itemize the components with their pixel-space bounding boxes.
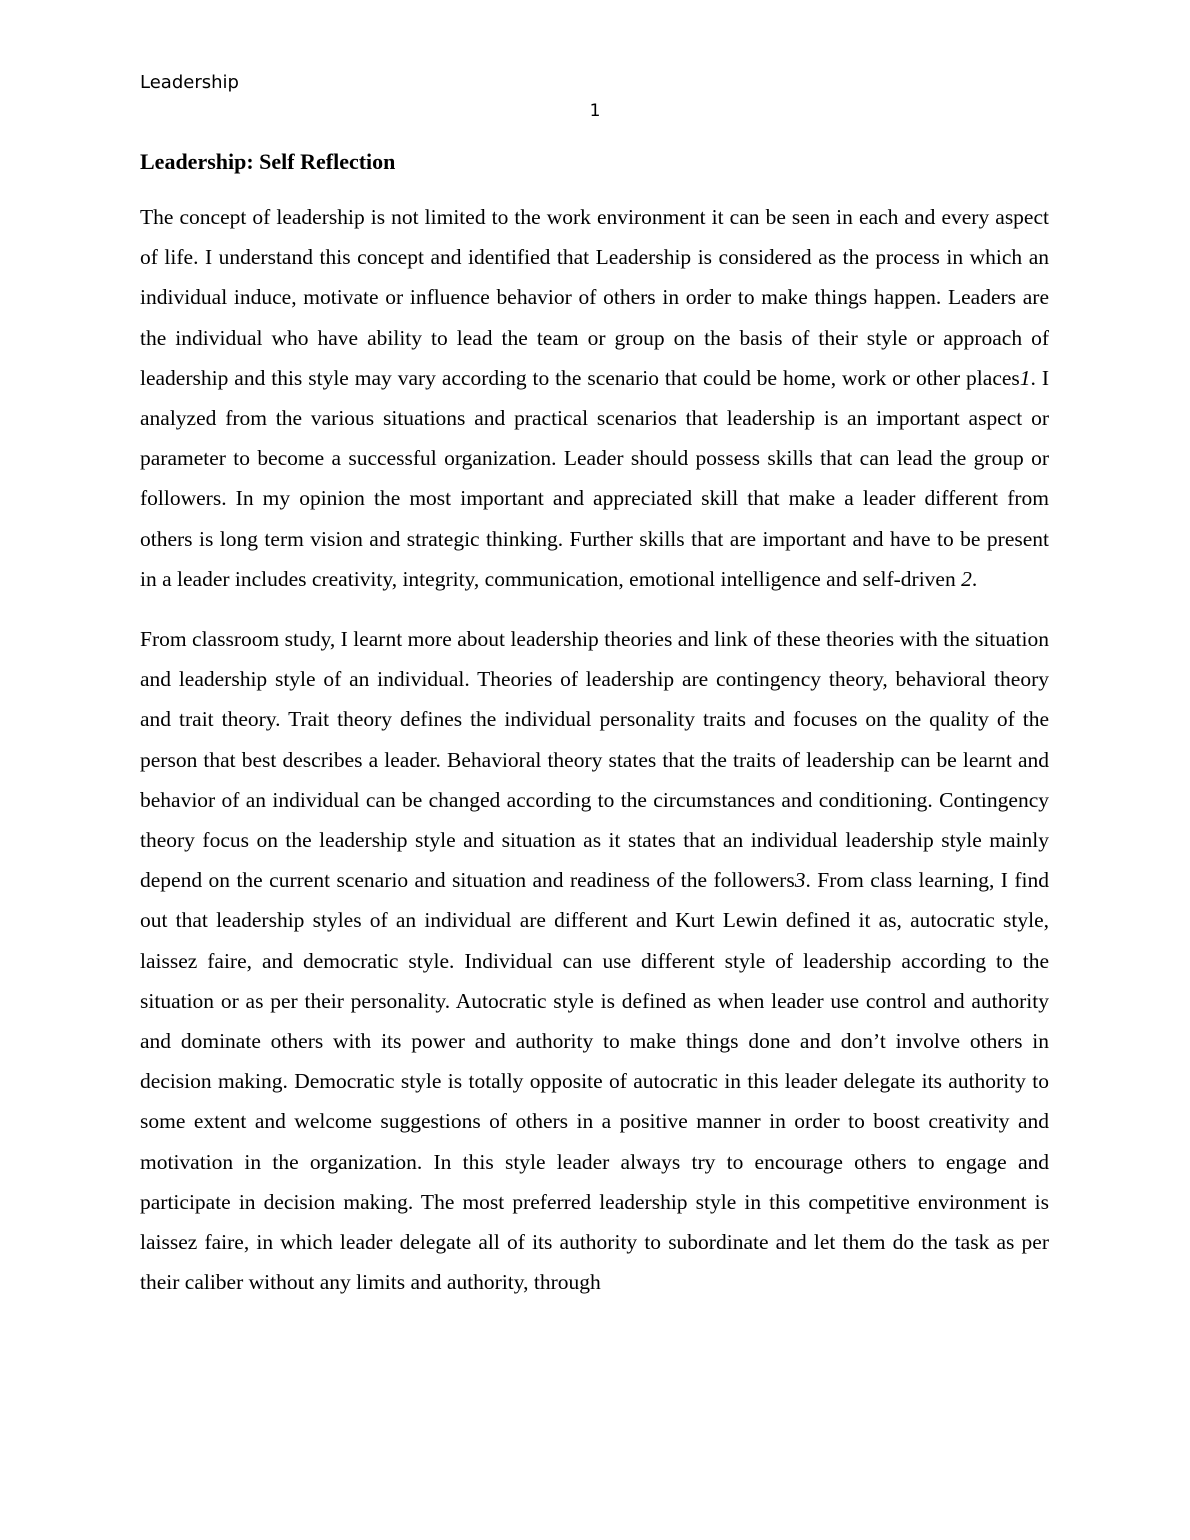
running-head: Leadership	[140, 72, 239, 93]
document-title: Leadership: Self Reflection	[140, 149, 396, 174]
paragraph-2	[140, 619, 1049, 1302]
page-number: 1	[589, 101, 601, 121]
paragraph-2-text-b: . From class learning, I find out that leadership styles of an individual are different and Kurt Lewin defined it as, autocratic style, laissez faire, and democratic style. Individual can use different style of leadership according to the situation or as per their personality. Autocratic style is defined as when leader use control and authority and dominate others with its power and authority to make things done and don’t involve others in decision making. Democratic style is totally opposite of autocratic in this leader delegate its authority to some extent and welcome suggestions of others in a positive manner in order to boost creativity and motivation in the organization. In this style leader always try to encourage others to engage and participate in decision making. The most preferred leadership style in this competitive environment is laissez faire, in which leader delegate all of its authority to subordinate and let them do the task as per their caliber without any limits and authority, through	[140, 868, 1049, 1295]
paragraph-1-text-c: .	[971, 566, 978, 591]
citation-1: 1	[1019, 365, 1031, 390]
document-body	[140, 147, 1049, 1322]
paragraph-1-text-b: . I analyzed from the various situations and practical scenarios that leadership is an important aspect or parameter to become a successful organization. Leader should possess skills that can lead the group or followers. In my opinion the most important and appreciated skill that make a leader different from others is long term vision and strategic thinking. Further skills that are important and have to be present in a leader includes creativity, integrity, communication, emotional intelligence and self-driven	[140, 365, 1049, 591]
paragraph-1	[140, 197, 1049, 599]
citation-3: 3	[794, 868, 806, 893]
citation-2: 2	[961, 566, 972, 591]
paragraph-1-text-a: The concept of leadership is not limited to the work environment it can be seen in each and every aspect of life. I understand this concept and identified that Leadership is considered as the process in which an individual induce, motivate or influence behavior of others in order to make things happen. Leaders are the individual who have ability to lead the team or group on the basis of their style or approach of leadership and this style may vary according to the scenario that could be home, work or other places	[140, 205, 1049, 390]
paragraph-2-text-a: From classroom study, I learnt more about leadership theories and link of these theories with the situation and leadership style of an individual. Theories of leadership are contingency theory, behavioral theory and trait theory. Trait theory defines the individual personality traits and focuses on the quality of the person that best describes a leader. Behavioral theory states that the traits of leadership can be learnt and behavior of an individual can be changed according to the circumstances and conditioning. Contingency theory focus on the leadership style and situation as it states that an individual leadership style mainly depend on the current scenario and situation and readiness of the followers	[140, 627, 1049, 893]
